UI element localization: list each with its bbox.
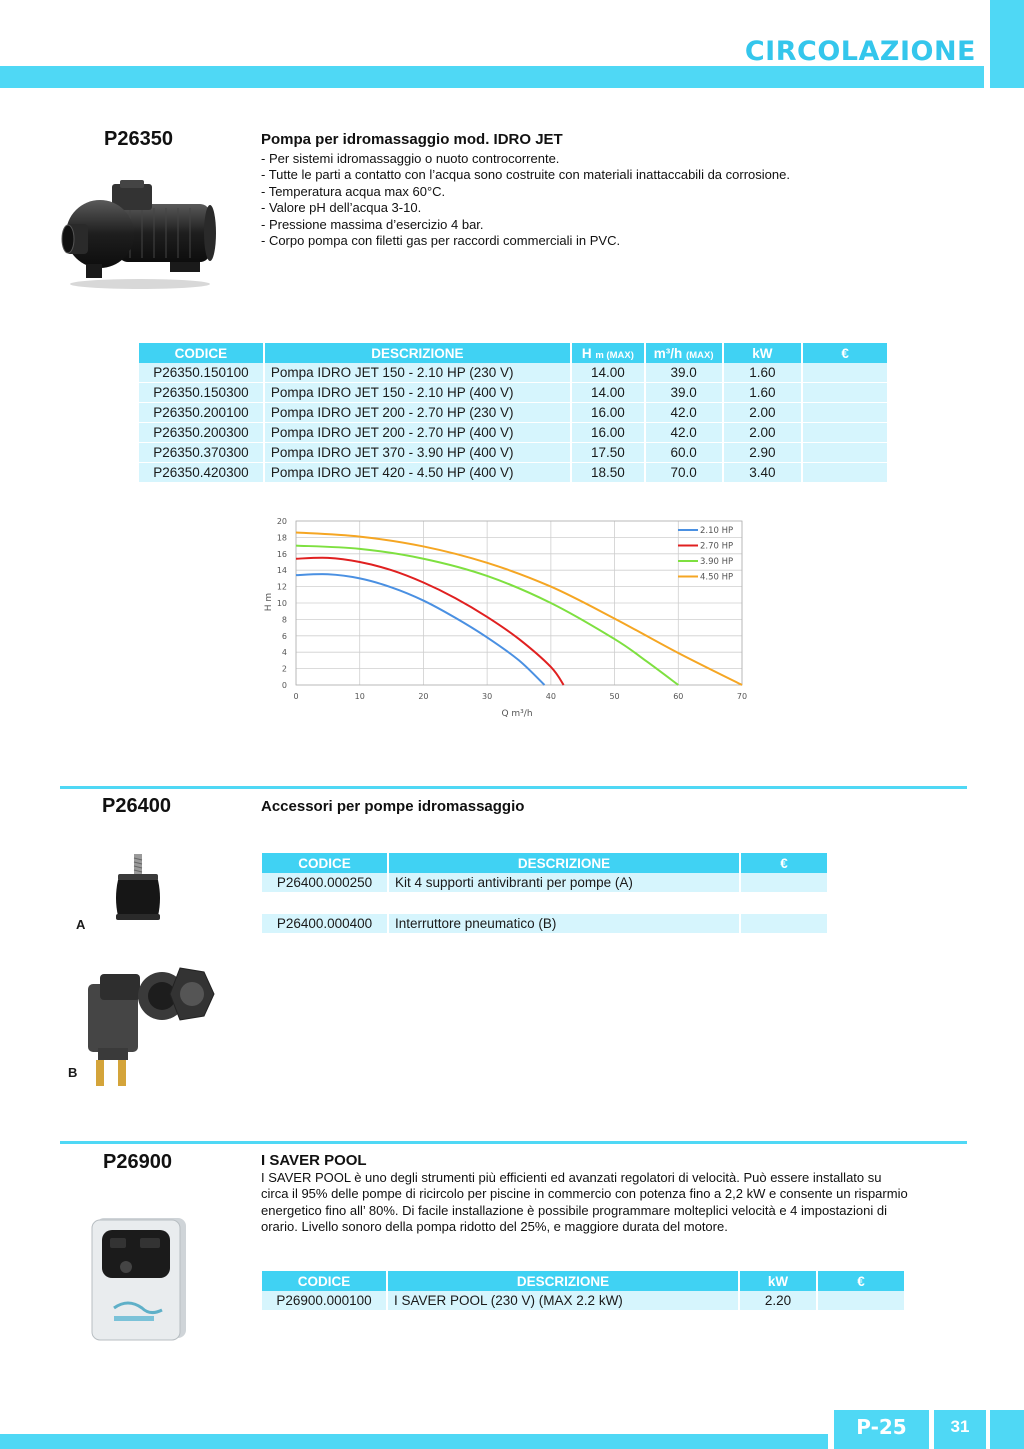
cell-flow: 42.0 bbox=[646, 403, 722, 423]
table-row bbox=[262, 1291, 904, 1311]
cell-kw: 2.20 bbox=[740, 1291, 816, 1311]
col-header-descrizione: DESCRIZIONE bbox=[388, 1271, 738, 1291]
x-tick-label: 20 bbox=[418, 692, 429, 701]
table-row bbox=[139, 423, 887, 443]
col-header-descrizione: DESCRIZIONE bbox=[389, 853, 739, 873]
chart-y-axis-label: H m bbox=[264, 592, 274, 612]
cell-price bbox=[803, 363, 887, 383]
table-header-row bbox=[262, 853, 827, 873]
x-tick-label: 70 bbox=[736, 692, 748, 701]
y-tick-label: 18 bbox=[276, 533, 287, 543]
legend-label: 2.10 HP bbox=[700, 526, 734, 536]
cell-kw: 2.00 bbox=[724, 423, 802, 443]
footer-band bbox=[0, 1434, 828, 1449]
description-line: energetico fino all’ 80%. Di facile installazione è possibile programmare molteplici velocità e 4 impostazioni di bbox=[261, 1202, 887, 1218]
feature-line: - Tutte le parti a contatto con l’acqua sono costruite con materiali inattaccabili da corrosione. bbox=[261, 167, 790, 183]
cell-head: 14.00 bbox=[572, 383, 644, 403]
description-line: circa il 95% delle pompe di ricircolo per piscine in commercio con potenza fino a 2,2 kW e consente un risparmio bbox=[261, 1186, 908, 1202]
col-header-codice: CODICE bbox=[262, 1271, 386, 1291]
col-header-q-unit: (MAX) bbox=[686, 349, 714, 361]
cell-kw: 2.00 bbox=[724, 403, 802, 423]
cell-code: P26400.000400 bbox=[262, 914, 387, 934]
col-header-h-unit: m (MAX) bbox=[595, 349, 634, 361]
table-row bbox=[139, 443, 887, 463]
table-p26350 bbox=[137, 343, 889, 483]
col-header-kw: kW bbox=[724, 343, 802, 363]
table-row bbox=[139, 383, 887, 403]
cell-kw: 1.60 bbox=[724, 383, 802, 403]
cell-kw: 3.40 bbox=[724, 463, 802, 483]
product-code-p26350: P26350 bbox=[104, 128, 173, 150]
cell-head: 16.00 bbox=[572, 403, 644, 423]
y-tick-label: 4 bbox=[281, 648, 287, 658]
cell-flow: 42.0 bbox=[646, 423, 722, 443]
table-row bbox=[262, 873, 827, 893]
col-header-h bbox=[572, 343, 644, 363]
description-line: orario. Livello sonoro della pompa ridotto del 25%, e maggiore durata del motore. bbox=[261, 1219, 728, 1235]
chart-x-axis-label: Q m³/h bbox=[501, 709, 533, 719]
cell-code: P26900.000100 bbox=[262, 1291, 386, 1311]
legend-label: 3.90 HP bbox=[700, 557, 734, 567]
y-tick-label: 12 bbox=[276, 582, 287, 592]
col-header-codice: CODICE bbox=[139, 343, 263, 363]
cell-price bbox=[818, 1291, 904, 1311]
product-code-p26900: P26900 bbox=[103, 1151, 172, 1173]
col-header-price: € bbox=[818, 1271, 904, 1291]
feature-line: - Pressione massima d’esercizio 4 bar. bbox=[261, 216, 484, 232]
cell-price bbox=[803, 403, 887, 423]
table-row bbox=[139, 403, 887, 423]
product-title-p26900: I SAVER POOL bbox=[261, 1152, 367, 1169]
header-edge-tab bbox=[990, 0, 1024, 88]
chart-legend bbox=[678, 526, 733, 583]
y-tick-label: 16 bbox=[276, 549, 287, 559]
col-header-price: € bbox=[803, 343, 887, 363]
table-row bbox=[139, 463, 887, 483]
product-description-p26900 bbox=[261, 1170, 961, 1236]
cell-price bbox=[741, 914, 827, 934]
x-tick-label: 40 bbox=[545, 692, 556, 701]
feature-line: - Temperatura acqua max 60°C. bbox=[261, 183, 446, 199]
x-tick-label: 10 bbox=[354, 692, 365, 701]
x-tick-label: 0 bbox=[293, 692, 299, 701]
cell-head: 18.50 bbox=[572, 463, 644, 483]
table-row bbox=[139, 363, 887, 383]
cell-description: Pompa IDRO JET 370 - 3.90 HP (400 V) bbox=[265, 443, 570, 463]
col-header-q-label: m³/h bbox=[653, 345, 683, 361]
section-title: CIRCOLAZIONE bbox=[744, 36, 976, 67]
cell-code: P26350.420300 bbox=[139, 463, 263, 483]
legend-label: 4.50 HP bbox=[700, 572, 734, 583]
product-code-p26400: P26400 bbox=[102, 795, 171, 817]
cell-code: P26350.150100 bbox=[139, 363, 263, 383]
col-header-descrizione: DESCRIZIONE bbox=[265, 343, 570, 363]
product-title-p26350: Pompa per idromassaggio mod. IDRO JET bbox=[261, 131, 563, 148]
cell-kw: 1.60 bbox=[724, 363, 802, 383]
cell-price bbox=[803, 463, 887, 483]
product-features-p26350 bbox=[261, 151, 790, 249]
header-band bbox=[0, 66, 984, 88]
cell-flow: 39.0 bbox=[646, 383, 722, 403]
cell-flow: 60.0 bbox=[646, 443, 722, 463]
y-tick-label: 10 bbox=[276, 599, 287, 608]
col-header-h-label: H bbox=[581, 345, 592, 361]
table-p26400-second bbox=[260, 914, 829, 934]
legend-label: 2.70 HP bbox=[700, 541, 734, 552]
y-tick-label: 6 bbox=[281, 631, 287, 641]
col-header-q bbox=[646, 343, 722, 363]
cell-flow: 39.0 bbox=[646, 363, 722, 383]
cell-flow: 70.0 bbox=[646, 463, 722, 483]
cell-description: I SAVER POOL (230 V) (MAX 2.2 kW) bbox=[388, 1291, 738, 1311]
cell-description: Pompa IDRO JET 200 - 2.70 HP (230 V) bbox=[265, 403, 570, 423]
cell-code: P26400.000250 bbox=[262, 873, 387, 893]
feature-line: - Per sistemi idromassaggio o nuoto controcorrente. bbox=[261, 151, 560, 166]
chart-x-ticks bbox=[293, 692, 747, 701]
chart-y-ticks bbox=[277, 517, 287, 690]
cell-code: P26350.200300 bbox=[139, 423, 263, 443]
feature-line: - Corpo pompa con filetti gas per raccordi commerciali in PVC. bbox=[261, 233, 621, 249]
image-letter-a: A bbox=[76, 917, 86, 932]
image-letter-b: B bbox=[68, 1065, 78, 1080]
cell-head: 17.50 bbox=[572, 443, 644, 463]
description-line: I SAVER POOL è uno degli strumenti più efficienti ed avanzati regolatori di velocità. Può essere installato su bbox=[261, 1170, 882, 1185]
x-tick-label: 60 bbox=[673, 692, 684, 701]
table-row bbox=[262, 914, 827, 934]
cell-kw: 2.90 bbox=[724, 443, 802, 463]
chart-series-group bbox=[296, 532, 742, 685]
series-line-2-70-hp bbox=[296, 558, 564, 685]
cell-description: Pompa IDRO JET 200 - 2.70 HP (400 V) bbox=[265, 423, 570, 443]
col-header-kw: kW bbox=[740, 1271, 816, 1291]
page-number: 31 bbox=[934, 1410, 986, 1449]
cell-code: P26350.200100 bbox=[139, 403, 263, 423]
y-tick-label: 14 bbox=[276, 566, 287, 576]
pump-image bbox=[60, 178, 220, 290]
series-line-4-50-hp bbox=[296, 532, 742, 685]
footer-edge-tab bbox=[990, 1410, 1024, 1449]
table-header-row bbox=[139, 343, 887, 363]
cell-description: Kit 4 supporti antivibranti per pompe (A) bbox=[389, 873, 739, 893]
cell-price bbox=[803, 443, 887, 463]
cell-description: Pompa IDRO JET 150 - 2.10 HP (230 V) bbox=[265, 363, 570, 383]
table-p26400 bbox=[260, 853, 829, 893]
x-tick-label: 50 bbox=[609, 692, 620, 701]
cell-code: P26350.370300 bbox=[139, 443, 263, 463]
section-separator bbox=[60, 1141, 967, 1144]
cell-description: Pompa IDRO JET 420 - 4.50 HP (400 V) bbox=[265, 463, 570, 483]
cell-head: 16.00 bbox=[572, 423, 644, 443]
cell-head: 14.00 bbox=[572, 363, 644, 383]
page-label: P-25 bbox=[834, 1410, 929, 1449]
cell-price bbox=[803, 423, 887, 443]
col-header-codice: CODICE bbox=[262, 853, 387, 873]
cell-description: Pompa IDRO JET 150 - 2.10 HP (400 V) bbox=[265, 383, 570, 403]
cell-description: Interruttore pneumatico (B) bbox=[389, 914, 739, 934]
x-tick-label: 30 bbox=[482, 692, 493, 701]
pneumatic-switch-image bbox=[80, 960, 215, 1092]
product-title-p26400: Accessori per pompe idromassaggio bbox=[261, 798, 525, 815]
y-tick-label: 2 bbox=[281, 664, 287, 674]
speed-controller-image bbox=[84, 1212, 194, 1344]
section-separator bbox=[60, 786, 967, 789]
table-header-row bbox=[262, 1271, 904, 1291]
table-p26900 bbox=[260, 1271, 906, 1311]
feature-line: - Valore pH dell’acqua 3-10. bbox=[261, 200, 422, 216]
cell-code: P26350.150300 bbox=[139, 383, 263, 403]
y-tick-label: 8 bbox=[281, 615, 287, 625]
cell-price bbox=[741, 873, 827, 893]
y-tick-label: 20 bbox=[276, 517, 287, 526]
antivibration-mount-image bbox=[108, 852, 170, 924]
y-tick-label: 0 bbox=[281, 681, 287, 690]
col-header-price: € bbox=[741, 853, 827, 873]
cell-price bbox=[803, 383, 887, 403]
pump-curve-chart bbox=[245, 505, 765, 730]
